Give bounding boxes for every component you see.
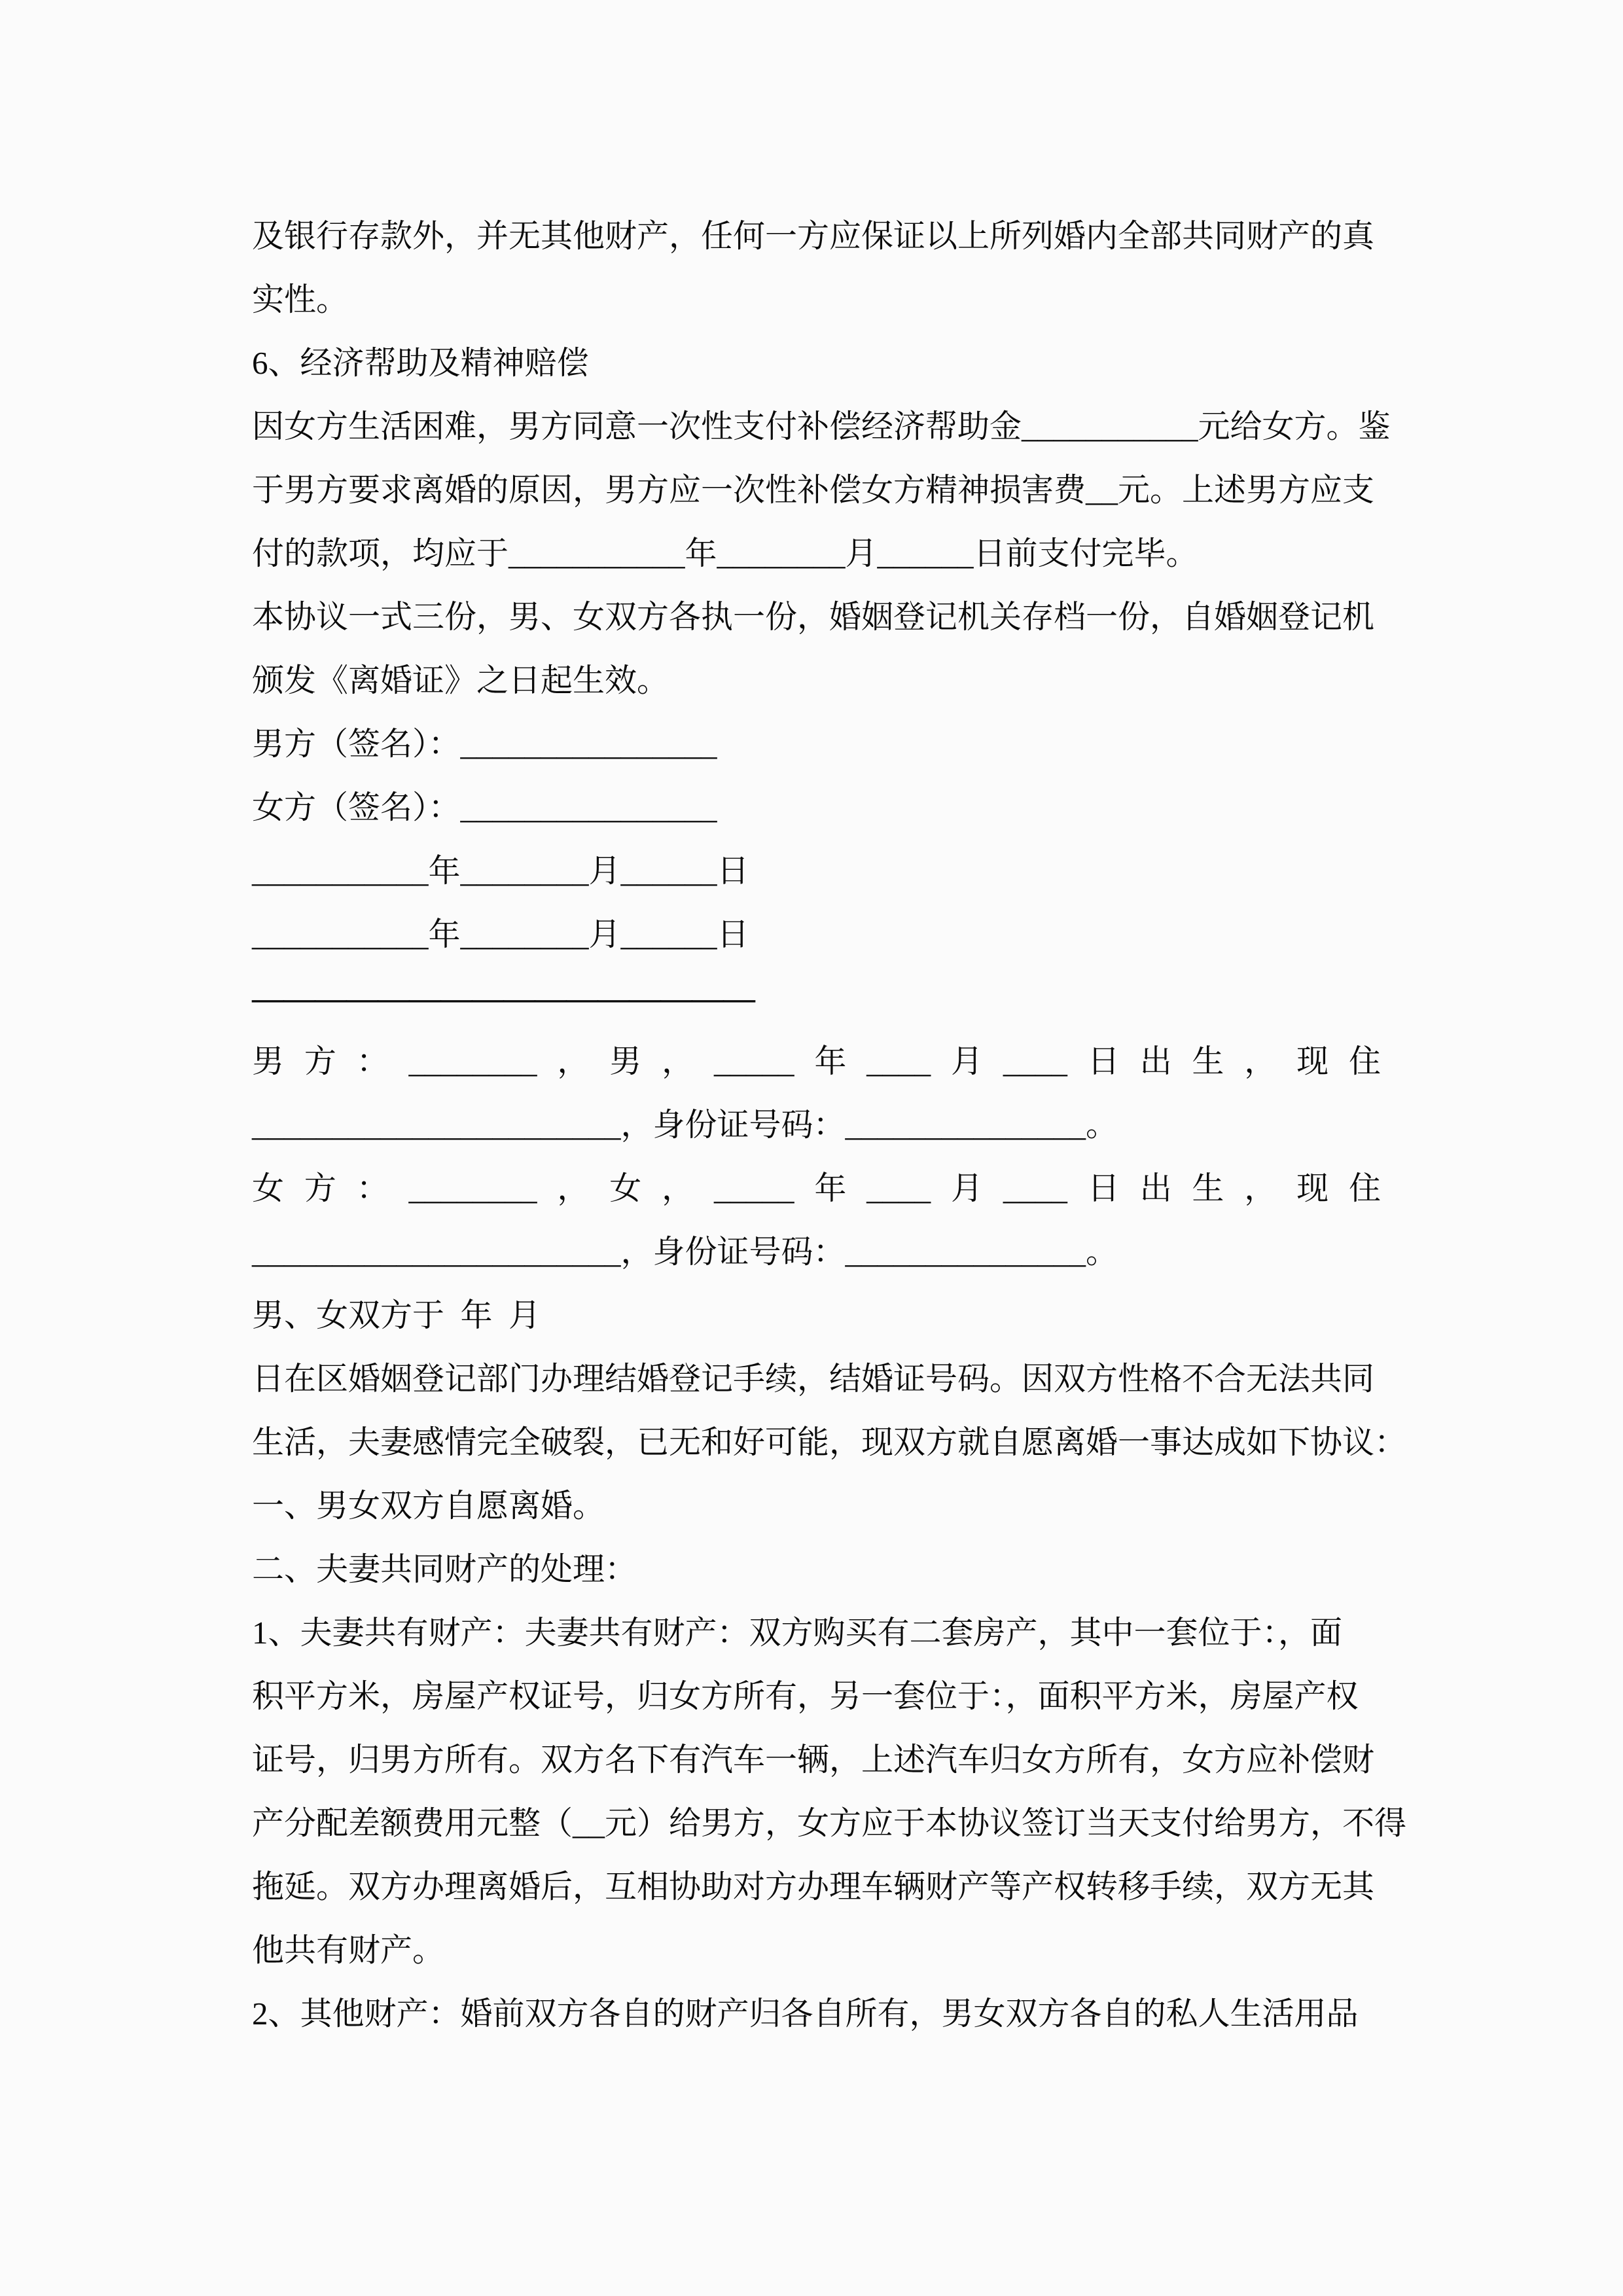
date-line: ___________年________月______日 xyxy=(252,916,749,952)
section-heading-economic-help: 6、经济帮助及精神赔偿 xyxy=(252,345,589,381)
text-line: 拖延。双方办理离婚后，互相协助对方办理车辆财产等产权转移手续，双方无其 xyxy=(252,1869,1375,1905)
text-line: 及银行存款外，并无其他财产，任何一方应保证以上所列婚内全部共同财产的真 xyxy=(252,218,1375,254)
text-line: 颁发《离婚证》之日起生效。 xyxy=(252,662,669,698)
clause-one-line: 一、男女双方自愿离婚。 xyxy=(252,1488,605,1524)
signature-line-male: 男方（签名）：________________ xyxy=(252,726,717,762)
text-line: 1、夫妻共有财产：夫妻共有财产：双方购买有二套房产，其中一套位于：，面 xyxy=(252,1615,1343,1651)
text-line: 于男方要求离婚的原因，男方应一次性补偿女方精神损害费__元。上述男方应支 xyxy=(252,472,1375,508)
date-line: ___________年________月______日 xyxy=(252,853,749,889)
female-id-line: _______________________，身份证号码：_______________。 xyxy=(252,1234,1118,1270)
text-line: 实性。 xyxy=(252,281,349,317)
text-line: 因女方生活困难，男方同意一次性支付补偿经济帮助金___________元给女方。鉴 xyxy=(252,408,1391,444)
male-party-info-line: 男方：________，男，_____年____月____日出生，现住 xyxy=(252,1043,1381,1079)
signature-line-female: 女方（签名）：________________ xyxy=(252,789,717,825)
dash-separator: ———————————————— xyxy=(252,980,755,1016)
text-line: 他共有财产。 xyxy=(252,1932,445,1968)
text-line: 产分配差额费用元整（__元）给男方，女方应于本协议签订当天支付给男方，不得 xyxy=(252,1805,1407,1841)
text-line: 本协议一式三份，男、女双方各执一份，婚姻登记机关存档一份，自婚姻登记机 xyxy=(252,599,1375,635)
text-line: 生活，夫妻感情完全破裂，已无和好可能，现双方就自愿离婚一事达成如下协议： xyxy=(252,1424,1407,1460)
clause-two-line: 二、夫妻共同财产的处理： xyxy=(252,1551,637,1587)
text-line: 日在区婚姻登记部门办理结婚登记手续，结婚证号码。因双方性格不合无法共同 xyxy=(252,1361,1375,1397)
text-line: 2、其他财产：婚前双方各自的财产归各自所有，男女双方各自的私人生活用品 xyxy=(252,1996,1359,2032)
text-line: 男、女双方于 年 月 xyxy=(252,1297,541,1333)
text-line: 付的款项，均应于___________年________月______日前支付完毕。 xyxy=(252,535,1198,571)
text-line: 积平方米，房屋产权证号，归女方所有，另一套位于：，面积平方米，房屋产权 xyxy=(252,1678,1359,1714)
text-line: 证号，归男方所有。双方名下有汽车一辆，上述汽车归女方所有，女方应补偿财 xyxy=(252,1742,1375,1778)
female-party-info-line: 女方：________，女，_____年____月____日出生，现住 xyxy=(252,1170,1381,1206)
male-id-line: _______________________，身份证号码：_______________。 xyxy=(252,1107,1118,1143)
document-body xyxy=(252,204,1407,2045)
